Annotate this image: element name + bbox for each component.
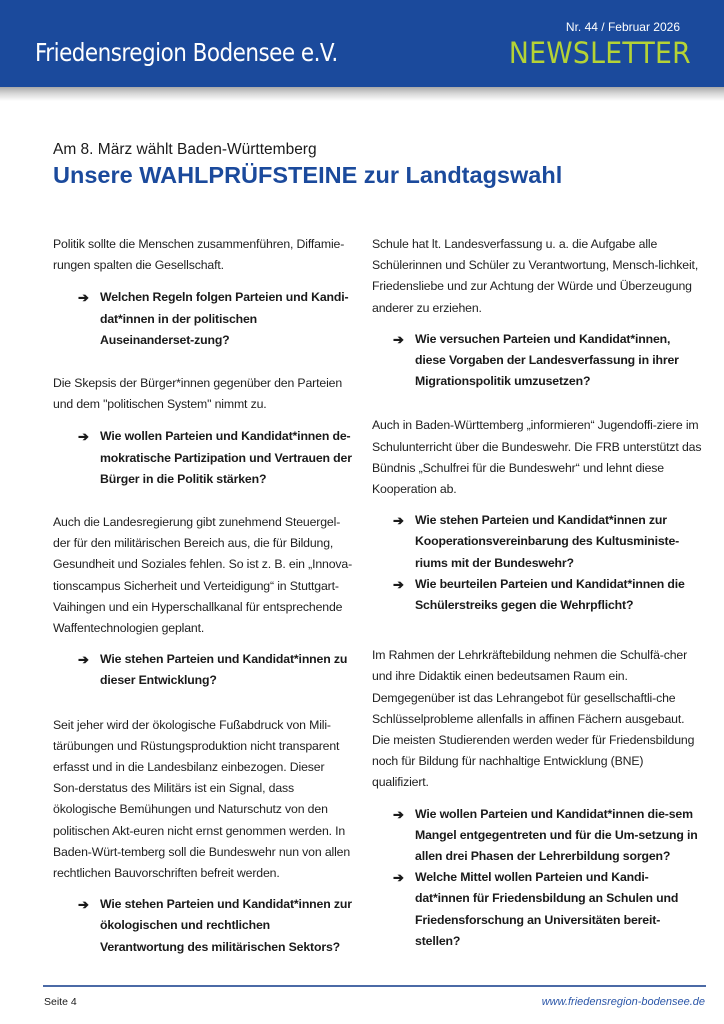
paragraph: Politik sollte die Menschen zusammenführen, Diffamie-rungen spalten die Gesellschaft. <box>53 237 345 273</box>
question-item <box>393 329 702 393</box>
article-title: Unsere WAHLPRÜFSTEINE zur Landtagswahl <box>53 162 563 188</box>
arrow-right-icon: ➔ <box>78 652 89 668</box>
arrow-right-icon: ➔ <box>393 870 404 886</box>
arrow-right-icon: ➔ <box>393 806 404 822</box>
arrow-right-icon: ➔ <box>78 290 89 306</box>
question-text: Wie beurteilen Parteien und Kandidat*innen die Schülerstreiks gegen die Wehrpflicht? <box>415 576 685 613</box>
question-text: Wie stehen Parteien und Kandidat*innen zur Kooperationsvereinbarung des Kultusministe-riums mit der Bundeswehr? <box>415 513 680 570</box>
question-item <box>393 574 702 616</box>
question-text: Wie wollen Parteien und Kandidat*innen de-mokratische Partizipation und Vertrauen der Bürger in die Politik stärken? <box>100 429 352 486</box>
paragraph: Im Rahmen der Lehrkräftebildung nehmen die Schulfä-cher und ihre Didaktik einen bedeutsamen Raum ein. Demgegenüber ist das Lehrangebot für gesellschaftli-che Schlüsselprobleme allenfalls in affinen Fächern ausgebaut. Die meisten Studierenden werden weder für Friedensbildung noch für Bildung für nachhaltige Entwicklung (BNE) qualifiziert. <box>372 648 695 790</box>
paragraph: Die Skepsis der Bürger*innen gegenüber den Parteien und dem "politischen System" nimmt zu. <box>53 376 343 412</box>
arrow-right-icon: ➔ <box>78 429 89 445</box>
paragraph: Auch in Baden-Württemberg „informieren“ Jugendoffi-ziere im Schulunterricht über die Bundeswehr. Die FRB unterstützt das Bündnis „Schulfrei für die Bundeswehr“ und lehnt diese Kooperation ab. <box>372 418 702 497</box>
question-text: Welchen Regeln folgen Parteien und Kandi-dat*innen in der politischen Auseinanderset-zung? <box>100 290 349 347</box>
masthead-shadow <box>0 87 724 101</box>
question-item <box>393 510 702 574</box>
org-name: Friedensregion Bodensee e.V. <box>35 38 338 67</box>
newsletter-label: NEWSLETTER <box>508 36 691 70</box>
paragraph: Auch die Landesregierung gibt zunehmend Steuergel-der für den militärischen Bereich aus, die für Bildung, Gesundheit und Soziales fehlen. So ist z. B. ein „Innova-tionscampus Sicherheit und Verteidigung“ in Stuttgart-Vaihingen und ein Hyperschallkanal für entsprechende Waffentechnologien geplant. <box>53 515 353 636</box>
question-item <box>78 287 353 351</box>
article-kicker: Am 8. März wählt Baden-Württemberg <box>53 141 317 158</box>
arrow-right-icon: ➔ <box>393 576 404 592</box>
issue-number: Nr. 44 / Februar 2026 <box>565 20 680 34</box>
question-text: Welche Mittel wollen Parteien und Kandi-dat*innen für Friedensbildung an Schulen und Friedensforschung an Universitäten bereit-stellen? <box>415 870 679 948</box>
right-column <box>372 234 702 952</box>
question-item <box>393 804 702 868</box>
question-item <box>393 867 702 952</box>
question-item <box>78 894 353 958</box>
arrow-right-icon: ➔ <box>393 513 404 529</box>
website-link[interactable]: www.friedensregion-bodensee.de <box>541 996 705 1008</box>
question-text: Wie versuchen Parteien und Kandidat*innen, diese Vorgaben der Landesverfassung in ihrer Migrationspolitik umzusetzen? <box>415 331 679 389</box>
footer-divider <box>43 985 706 987</box>
question-text: Wie stehen Parteien und Kandidat*innen zu dieser Entwicklung? <box>100 652 348 688</box>
arrow-right-icon: ➔ <box>78 897 89 913</box>
paragraph: Seit jeher wird der ökologische Fußabdruck von Mili-tärübungen und Rüstungsproduktion nicht transparent erfasst und in die Landesbilanz einbezogen. Dieser Son-derstatus des Militärs ist ein Signal, dass ökologische Bemühungen und Naturschutz von den politischen Akt-euren nicht ernst genommen werden. In Baden-Würt-temberg soll die Bundeswehr nun von allen rechtlichen Bauvorschriften befreit werden. <box>53 717 351 881</box>
question-item <box>78 426 353 490</box>
masthead <box>0 0 724 87</box>
page-number: Seite 4 <box>44 996 77 1008</box>
question-text: Wie wollen Parteien und Kandidat*innen die-sem Mangel entgegentreten und für die Um-setzung in allen drei Phasen der Lehrerbildung sorgen? <box>415 806 698 864</box>
question-item <box>78 649 353 691</box>
paragraph: Schule hat lt. Landesverfassung u. a. die Aufgabe alle Schülerinnen und Schüler zu Verantwortung, Mensch-lichkeit, Friedensliebe und zur Achtung der Würde und Überzeugung anderer zu erziehen. <box>372 237 699 315</box>
arrow-right-icon: ➔ <box>393 331 404 347</box>
question-text: Wie stehen Parteien und Kandidat*innen zur ökologischen und rechtlichen Verantwortung des militärischen Sektors? <box>100 897 352 954</box>
left-column <box>53 234 353 958</box>
